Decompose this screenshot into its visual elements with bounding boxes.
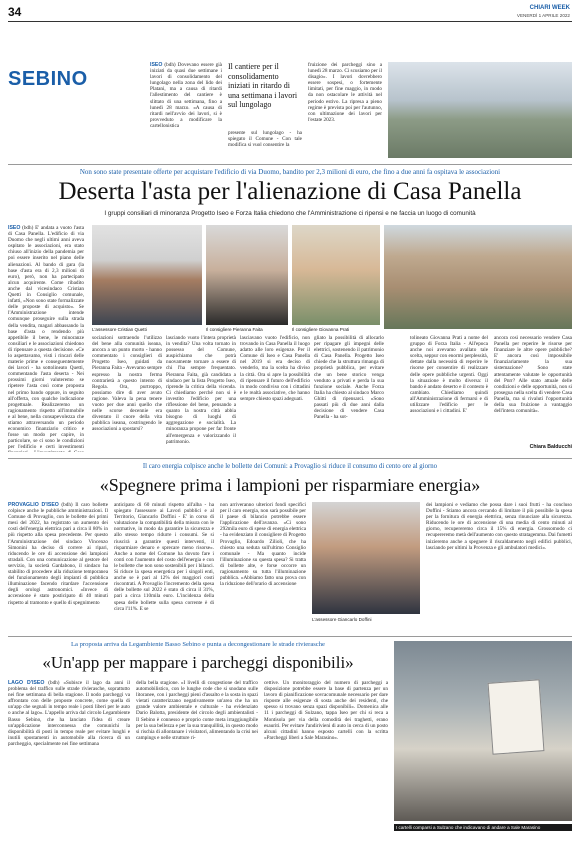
main-story-body-2: sociazioni sottraendo l'utilizzo del bene alla comunità iseana, ancora a un punto morto - hanno commentato i consiglieri di Progetto Iseo, guidati da Pieranna Faita - Avevamo sempre espresso la nostra ferma contrarietà a questo intento di Regola. Ora, purtroppo, possiamo dire di aver avuto ragione. Valeva la pena tenere vuoto per due anni quello che nelle scorse decennie era diventato il cuore della vita pubblica iseana, costringendo le associazioni a spostarsi?: [92, 335, 162, 433]
lamp-story-headline: «Spegnere prima i lampioni per risparmiare energia»: [99, 475, 481, 495]
parking-sign: [488, 679, 545, 754]
top-story-byline: (bdh): [164, 62, 176, 68]
parking-sign-photo: [394, 641, 572, 821]
top-story-col1: [150, 62, 222, 158]
parking-story-body-3: cettive. Un monitoraggio del numero di parcheggi a disposizione potrebbe essere la base di partenza per un lavoro di pianificazione sovracomunale necessario per dare risposte alle esigenze di sosta anche dei residenti, che spesso si trovano senza spazi disponibili». Domenica alle 11 i parcheggi di Sulzano, tappa Iseo per chi si reca a Montisola per via della comodità dei traghetti, erano esauriti. Per evitare l'andirivieni di auto in cerca di un posto alcuni cittadini hanno esposto cartelli con la scritta «Parcheggi liberi a Sale Marasino».: [264, 680, 388, 741]
top-story-rule: [8, 164, 572, 165]
main-story-body-3: lasciando vuoto l'intera proprietà in vendita? Una volta tornato in possesso del Comune, auspichiamo che potrà nuovamente tornare a essere di chi l'ha sempre frequentato. Pieranna Faita, già candidata a sindaco per la lista Progetto Iseo, riprende la critica della vicenda. Ci chiediamo perché non si è investito l'edificio per una riflessione del bene, pensando a quanto la nostra città abbia bisogno di luoghi di aggregazione e socialità. La minoranza propone per far fronte all'emergenza e valorizzando il patrimonio.: [166, 335, 236, 445]
parking-caption: I cartelli comparsi a Sulzano che indicavano di andare a Sale Marasino: [394, 824, 572, 831]
main-story-body-7: ancora così necessario vendere Casa Panella per reperire le risorse per finanziare le altre opere pubbliche? E' ancora così impossibile finanziariamente la sua sistemazione? Sono state attentamente valutate le opportunità del Pnrr? Alle stato attuale delle condizioni e delle opportunità, non si prosegua nella scelta di vendere Casa Panella, ma si rivaluti l'opportunità della sua fruizione a vantaggio dell'intera comunità».: [494, 335, 572, 415]
parking-story-kicker: LAGO D'ISEO: [8, 680, 45, 686]
main-story-body-6: tolineato Giovanna Prati a nome del gruppo di Forza Italia - All'epoca anche noi avevamo avallato tale scelta, seppur con enormi perplessità, dettate dalla necessità di reperire le risorse per consentire di realizzare delle opere pubbliche urgenti. Oggi la situazione è molto diversa: il bando è andato deserto e il contesto è cambiato. Chiediamo quindi all'Amministrazione di fermarsi e di utilizzare l'edificio per le associazioni e i cittadini. E': [410, 335, 488, 415]
section-title: SEBINO: [8, 68, 88, 90]
parking-story-body-1: «Subisce il lago da anni il problema del traffico sulle strade rivierasche, soprattutto nei fine settimana di bella stagione. Il nodo parcheggi va affrontato con delle proposte concrete, come quella di un'app che segnali in tempo reale i posti liberi per le auto o anche al lago». L'appello arriva dal circolo Legambiente Basso Sebino, che ha lanciato l'idea di creare un'applicazione interconnessa che comunichi la disponibilità di posti in tempo reale per evitare lunghi e inutili spostamenti in automobile alla ricerca di un parcheggio, specialmente nei fine settimana: [8, 680, 130, 747]
parking-story-col1: [8, 680, 130, 830]
main-story-col1: [8, 225, 84, 452]
main-story-overline: Non sono state presentate offerte per acquistare l'edificio di via Duomo, bandito per 2,3 milioni di euro, che fino a due anni fa ospitava le associazioni: [79, 168, 501, 176]
publication-name: CHIARI WEEK: [529, 5, 570, 11]
main-story-body-4: lasciavano vuoto l'edificio, non trovando in Casa Panella il luogo adatto alle loro esigenze. Per il Comune di Iseo e Casa Panella nel 2019 si era deciso di venderlo, ma la scelta ha diviso la città. Ora si apre la possibilità di ripensare il futuro dell'edificio in modo condiviso con i cittadini e le realtà associative, che hanno sempre chiesto spazi adeguati.: [240, 335, 310, 402]
parking-story-overline: La proposta arriva da Legambiente Basso Sebino e punta a decongestionare le strade rivierasche: [71, 641, 325, 648]
parking-story-body-2: della bella stagione. «I livelli di congestione del traffico automobilistico, con le lunghe code che si snodano sulle litoranee, con i parcheggi pieni d'assalto e la sosta in spazi vietati caratterizzano negativamente un'area che ha un grande valore ambientale e culturale - ha evidenziato Dario Balotta, presidente del circolo degli ambientalisti - Il Sebino è connesso e proprio come meta irraggiungibile per la sua bellezza e per la sua tranquillità, in questo modo si rischia di allontanare i visitatori, alimentando la crisi nei campings e nelle strutture ri-: [136, 680, 258, 741]
casa-panella-photo: [384, 225, 572, 329]
quetti-photo: [92, 225, 202, 325]
header-rule: [8, 21, 572, 22]
prati-caption: Il consigliere Giovanna Prati: [292, 327, 350, 332]
main-story-kicker: ISEO: [8, 225, 21, 231]
main-story-headline: Deserta l'asta per l'alienazione di Casa Panella: [58, 178, 522, 205]
doffini-caption: L'assessore Giancarlo Doffini: [312, 617, 372, 622]
lamp-story-body-4: dei lampioni e vediamo che possa dare i suoi frutti - ha concluso Doffini - Stiamo ancora cercando di limitare il più possibile la spesa per la fornitura di energia elettrica, senza rinunciare alla sicurezza. Riducendo le ore di accensione di una media di cento minuti al giorno, recupereremo circa il 15% di energia. Grossomodo ci recupereremo metà dell'aumento con questo stratagemma. Dai fumetti inizieremo anche a spegnere il riscaldamento negli edifici pubblici, lasciando per ultimi la Provenza e gli ambulatori medici».: [426, 502, 572, 551]
main-story-subheadline: I gruppi consiliari di minoranza Progetto Iseo e Forza Italia chiedono che l'Amministrazione ci ripensi e ne faccia un luogo di comunità: [104, 210, 476, 217]
lake-photo: [388, 62, 572, 158]
top-story-kicker: ISEO: [150, 62, 163, 68]
lamp-story-overline: Il caro energia colpisce anche le bollette dei Comuni: a Provaglio si riduce il consumo di cento ore al giorno: [142, 463, 438, 470]
lamp-story-rule: [8, 636, 572, 637]
page-number: 34: [8, 5, 22, 19]
faita-photo: [206, 225, 288, 325]
lamp-story-body-2: anticipato di 60 minuti rispetto all'alba - ha spiegato l'assessore ai Lavori pubblici e al Territorio, Giancarlo Doffini - E' in corso di valutazione la compatibilità della misura con le normative, in modo da garantire la sicurezza e allo stesso tempo ridurre i consumi. Se si riuscirà a garantire questi interventi, il risparmiare denaro e sprecare meno risorse». Anche a nome del Comune ha dovuto fare i conti con l'aumento del costo dell'energia e con le bollette che non sono sostenibili per i bilanci. Si riduce la spesa energetica per i singoli enti, anche se è pari al 12% dei maggiori costi riscontrati. A Provaglio l'incremento della spesa delle bollette sul 2022 è stato di circa il 31%, pari a circa 110mila euro. L'incidenza della spesa delle bollette sulla spesa corrente è di circa l'11%. E se: [114, 502, 214, 612]
main-story-body-5: gliato la possibilità di allocarlo per ripagare gli impegni delle elettrici, sostenendo il patrimonio di Casa Panella. Progetto Iseo chiede che la struttura rimanga di proprietà pubblica, per evitare che un bene storico venga venduto a privati e perda la sua funzione sociale. Anche Forza Italia ha chiesto al sindaco Marco Ghitti di ripensarci. «Sono passati più di due anni dalla decisione di vendere Casa Panella - ha sot-: [314, 335, 384, 421]
lamp-story-body-3: non arriveranno ulteriori fondi specifici per il caro energia, non sarà possibile per il paese di bilancio potrebbe essere l'applicazione dell'avanzo. «Ci sono 292mila euro di spese di energia elettrica - ha evidenziato il consigliere di Progetto Provaglio, Edoardo Zilioli, che ha chiesto una seduta sull'ultimo Consiglio comunale - Ma quanto incide l'illuminazione su questa spesa? Si tratta di bollette alte, e forse occorre un ragionamento su tutta l'illuminazione pubblica. «Abbiamo fatto una prova con la riduzione dell'orario di accensione: [220, 502, 306, 588]
main-story-signature: Chiara Balducchi: [529, 444, 572, 450]
quetti-caption: L'assessore Cristian Quetti: [92, 327, 147, 332]
parking-story-headline: «Un'app per mappare i parcheggi disponibili»: [42, 653, 354, 672]
lamp-story-col1: [8, 502, 108, 630]
publication-date: VENERDÌ 1 APRILE 2022: [516, 13, 570, 18]
lamp-story-byline: (bdh): [61, 502, 73, 508]
prati-photo: [292, 225, 380, 325]
lamp-story-kicker: PROVAGLIO D'ISEO: [8, 502, 59, 508]
doffini-photo: [312, 502, 420, 614]
parking-story-byline: (bdh): [48, 680, 60, 686]
main-story-byline: (bdh): [22, 225, 34, 231]
top-story-body-2: presente sul lungolago - ha spiegato il Comune - Con tale modifica si vuol consentire la: [228, 130, 302, 149]
top-story-headline: Il cantiere per il consolidamento iniziati in ritardo di una settimana i lavori sul lungolago: [228, 62, 298, 110]
main-story-rule: [8, 458, 572, 459]
top-story-body-1: Dovevano essere già iniziati da quasi due settimane i lavori di consolidamento del lungolago nella zona del lido dei Platani, ma a causa di ritardi l'allestimento del cantiere è slittato di una settimana, fino a lunedì 28 marzo. «A causa di ritardi nell'avvio dei lavori, si è provveduto a modificare la cartellonistica: [150, 62, 222, 129]
faita-caption: Il consigliere Pieranna Faita: [206, 327, 263, 332]
top-story-body-3: fruizione dei parcheggi sino a lunedì 28 marzo. Ci scusiamo per il disagio». I lavori dovrebbero essere sospesi, o fortemente limitati, per fine maggio, in modo da non ostacolare le attività nel periodo estivo. La ripresa a pieno regime è prevista poi per l'autunno, con ultimazione dei lavori per l'estate 2023.: [308, 62, 382, 123]
main-story-body-1: E' andata a vuoto l'asta di Casa Panella. L'edificio di via Duomo che negli ultimi anni aveva ospitato le associazioni, era stato chiuso all'inizio della pandemia per poi essere inserito nel piano delle alienazioni. Al bando di gara (la base d'asta era di 2,3 milioni di euro), però, non ha partecipato alcun acquirente. Come ribadito anche dal vicesindaco Cristian Quetti in Consiglio comunale, infatti, «Non sono state formalizzate delle proposte di acquisto». Se l'Amministrazione intende comunque proseguire sulla strada della vendita, magari abbassando la base d'asta o rendendo più appetibile il bene, le minoranze consiliari e le associazioni chiedono di ripensare a questa decisione. «Ce lo aspettavamo, visti i rincari delle materie prime e conseguentemente dei lavori - ha sottolineato Quetti, commentando l'asta deserta - Nei prossimi giorni valuteremo se ripetere l'asta così come proposta nel primo bando oppure, in seguito all'offerta, con qualche indicazione progettuale. Realizzeremo un ragionamento rispetto all'immobile e al bene, nella consapevolezza che stiamo attraversando un periodo economico finanziario critico e fosse un modo per capire, in particolare, se ci sono le condizioni per l'edificio e certi investimenti: [8, 225, 84, 451]
lamp-story-body-1: Il caro bollette colpisce anche le pubbliche amministrazioni. Il Comune di Provaglio, con le bollette dei primi mesi del 2022, ha registrato un aumento dei costi dell'energia elettrica pari a circa il 80% in più rispetto alla spesa precedente. Per questo l'Amministrazione del sindaco Vincenzo Simonini ha deciso di correre ai ripari, riducendo le ore di accensione dei lampioni stradali. Con una comunicazione al gestore del servizio, la società Gardabono, il sindaco ha stabilito di procedere alla riduzione temporanea del funzionamento degli impianti di pubblica illuminazione facendo ritardare l'accensione degli orologi astronomici. «Invece di accensione è stato posticipato di 40 minuti rispetto al tramonto e quello di spegnimento: [8, 502, 108, 606]
